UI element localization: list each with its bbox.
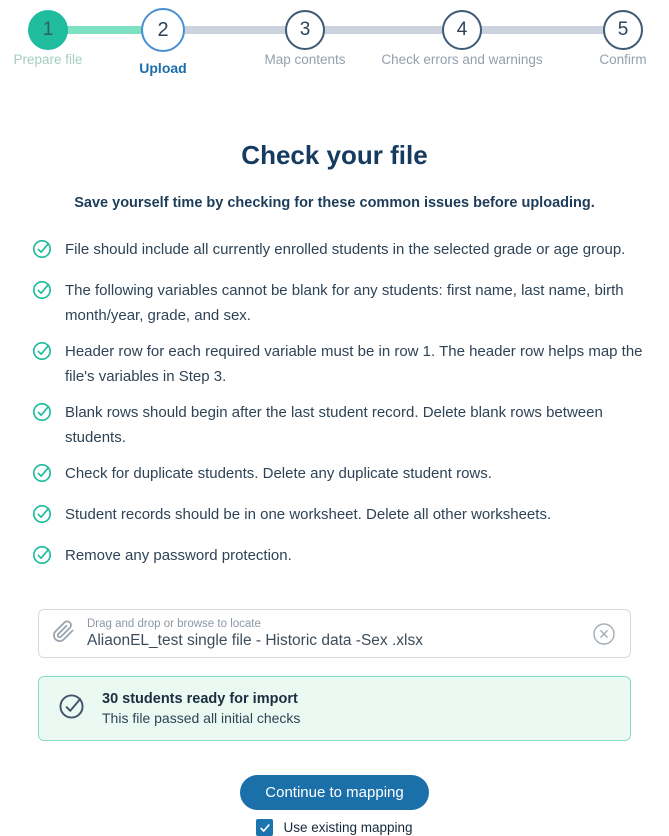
check-circle-icon <box>32 341 52 369</box>
step-5-circle[interactable] <box>603 10 643 50</box>
step-1-circle[interactable] <box>28 10 68 50</box>
step-2-number: 2 <box>157 18 169 41</box>
step-5-number: 5 <box>617 19 629 40</box>
step-5-label: Confirm <box>599 52 647 67</box>
step-4-label: Check errors and warnings <box>381 52 543 67</box>
success-check-circle-icon <box>58 693 85 725</box>
paperclip-icon <box>52 620 75 648</box>
checklist-item <box>32 502 643 532</box>
step-1-number: 1 <box>42 19 54 40</box>
step-3-number: 3 <box>299 19 311 40</box>
checklist-item-text: Header row for each required variable must be in row 1. The header row helps map the file's variables in Step 3. <box>65 343 643 385</box>
checklist-item-text: Check for duplicate students. Delete any duplicate student rows. <box>65 465 492 482</box>
file-check-success-banner <box>38 676 631 741</box>
check-circle-icon <box>32 280 52 308</box>
checklist-item-text: Blank rows should begin after the last student record. Delete blank rows between students. <box>65 404 603 446</box>
step-1-label: Prepare file <box>13 52 83 67</box>
check-circle-icon <box>32 463 52 491</box>
stepper-connector <box>305 26 462 34</box>
check-circle-icon <box>32 545 52 573</box>
success-banner-text <box>102 689 300 728</box>
success-subtitle: This file passed all initial checks <box>102 710 301 726</box>
checklist-item-text: Remove any password protection. <box>65 547 292 564</box>
use-existing-mapping-option[interactable] <box>0 819 669 836</box>
step-4-circle[interactable] <box>442 10 482 50</box>
file-drop-hint: Drag and drop or browse to locate <box>87 617 261 630</box>
selected-filename: AliaonEL_test single file - Historic data -Sex .xlsx <box>87 631 423 649</box>
step-3-circle[interactable] <box>285 10 325 50</box>
stepper-connector <box>462 26 623 34</box>
wizard-stepper <box>0 0 669 84</box>
step-4-number: 4 <box>456 19 468 40</box>
step-3-label: Map contents <box>264 52 346 67</box>
use-existing-mapping-label: Use existing mapping <box>283 820 413 835</box>
checklist-item-text: Student records should be in one worksheet. Delete all other worksheets. <box>65 506 552 523</box>
checklist-item <box>32 461 643 491</box>
pre-upload-checklist <box>0 237 669 573</box>
checklist-item <box>32 339 643 389</box>
step-2-label: Upload <box>139 60 187 76</box>
remove-file-button[interactable] <box>592 622 616 646</box>
check-circle-icon <box>32 239 52 267</box>
checklist-item <box>32 237 643 267</box>
checklist-item-text: File should include all currently enrolled students in the selected grade or age group. <box>65 241 626 258</box>
page-title: Check your file <box>241 140 428 170</box>
check-circle-icon <box>32 402 52 430</box>
file-upload-field[interactable] <box>38 609 631 658</box>
checklist-item <box>32 543 643 573</box>
step-2-circle[interactable] <box>141 8 185 52</box>
page-subtitle: Save yourself time by checking for these common issues before uploading. <box>74 195 595 211</box>
continue-to-mapping-button[interactable]: Continue to mapping <box>240 775 428 810</box>
checklist-item <box>32 400 643 450</box>
checklist-item <box>32 278 643 328</box>
success-title: 30 students ready for import <box>102 691 298 707</box>
checklist-item-text: The following variables cannot be blank for any students: first name, last name, birth month/year, grade, and sex. <box>65 282 624 324</box>
use-existing-mapping-checkbox[interactable] <box>256 819 273 836</box>
check-circle-icon <box>32 504 52 532</box>
file-field-text <box>87 617 423 651</box>
